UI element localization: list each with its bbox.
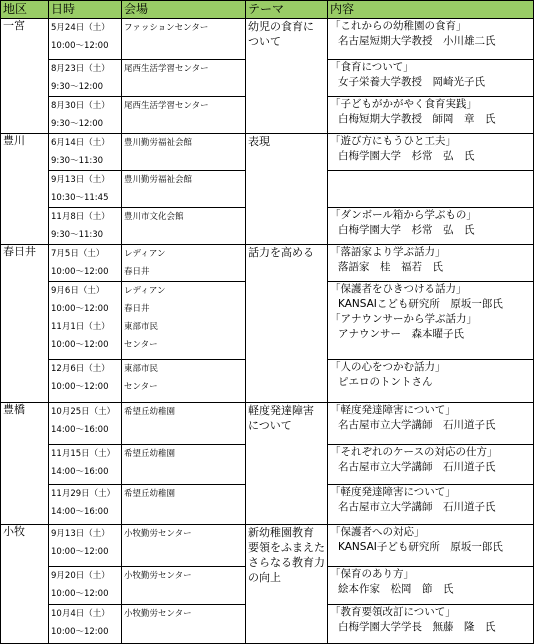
venue-line: 小牧勤労センター bbox=[124, 609, 192, 619]
datetime-line: 8月30日（土） bbox=[51, 101, 110, 111]
datetime-line: 5月24日（土） bbox=[51, 23, 110, 33]
venue-cell bbox=[122, 97, 246, 134]
datetime-line: 9月6日（土） bbox=[51, 286, 105, 296]
content-line: 「これからの幼稚園の食育」 bbox=[330, 20, 467, 32]
datetime-line: 10:00～12:00 bbox=[51, 589, 109, 599]
content-line: 「保育のあり方」 bbox=[330, 568, 414, 580]
table-row bbox=[1, 134, 534, 171]
datetime-line: 14:00～16:00 bbox=[51, 425, 109, 435]
venue-line: 豊川勤労福祉会館 bbox=[124, 138, 193, 148]
theme-line: 新幼稚園教育 bbox=[248, 526, 314, 539]
content-line: 「子どもがかがやく食育実践」 bbox=[330, 98, 477, 110]
content-cell bbox=[328, 97, 534, 134]
content-cell bbox=[328, 485, 534, 525]
venue-cell bbox=[122, 567, 246, 605]
datetime-line: 10:30～11:45 bbox=[51, 193, 109, 203]
content-line: 落語家 桂 福若 氏 bbox=[338, 261, 443, 273]
content-cell bbox=[328, 245, 534, 282]
datetime-line: 9月20日（土） bbox=[51, 571, 110, 581]
datetime-line: 11月15日（土） bbox=[51, 449, 116, 459]
content-line: 白梅学園大学 杉常 弘 氏 bbox=[338, 224, 475, 236]
area-label: 豊川 bbox=[3, 134, 25, 147]
venue-line: 希望丘幼稚園 bbox=[124, 449, 176, 459]
datetime-line: 10:00～12:00 bbox=[51, 627, 109, 637]
table-row bbox=[1, 19, 534, 60]
header-datetime: 日時 bbox=[49, 1, 122, 19]
venue-line: センター bbox=[124, 340, 158, 350]
venue-cell bbox=[122, 208, 246, 245]
datetime-cell bbox=[49, 525, 122, 567]
theme-line: ついて bbox=[248, 35, 281, 48]
venue-line: センター bbox=[124, 382, 158, 392]
content-line: アナウンサー 森本曜子氏 bbox=[338, 328, 464, 340]
datetime-line: 10:00～12:00 bbox=[51, 304, 109, 314]
datetime-line: 11月29日（土） bbox=[51, 489, 116, 499]
datetime-cell bbox=[49, 403, 122, 445]
datetime-cell bbox=[49, 605, 122, 644]
datetime-line: 10月25日（土） bbox=[51, 407, 116, 417]
venue-line: 小牧勤労センター bbox=[124, 529, 192, 539]
datetime-cell bbox=[49, 282, 122, 360]
area-cell bbox=[1, 245, 49, 403]
venue-line: 東部市民 bbox=[124, 322, 159, 332]
content-cell bbox=[328, 605, 534, 644]
datetime-cell bbox=[49, 245, 122, 282]
datetime-line: 9:30～12:00 bbox=[51, 82, 104, 92]
datetime-cell bbox=[49, 445, 122, 485]
datetime-line: 10:00～12:00 bbox=[51, 547, 109, 557]
theme-line: 軽度発達障害 bbox=[248, 404, 314, 417]
theme-cell bbox=[246, 403, 328, 525]
area-cell bbox=[1, 134, 49, 245]
datetime-line: 11月8日（土） bbox=[51, 212, 110, 222]
table-row bbox=[1, 245, 534, 282]
datetime-cell bbox=[49, 97, 122, 134]
content-cell bbox=[328, 171, 534, 208]
content-line: 「軽度発達障害について」 bbox=[330, 404, 456, 416]
header-content: 内容 bbox=[328, 1, 534, 19]
datetime-line: 9:30～11:30 bbox=[51, 230, 104, 240]
venue-cell bbox=[122, 60, 246, 97]
content-line: 白梅学園大学学長 無藤 隆 氏 bbox=[338, 621, 496, 633]
venue-cell bbox=[122, 19, 246, 60]
content-line: 絵本作家 松岡 節 氏 bbox=[338, 583, 454, 595]
venue-line: レディアン bbox=[124, 286, 166, 296]
theme-line: について bbox=[248, 419, 292, 432]
table-row bbox=[1, 525, 534, 567]
venue-line: 尾西生活学習センター bbox=[124, 64, 209, 74]
content-cell bbox=[328, 403, 534, 445]
content-cell bbox=[328, 208, 534, 245]
datetime-line: 14:00～16:00 bbox=[51, 507, 109, 517]
venue-cell bbox=[122, 245, 246, 282]
venue-line: 春日井 bbox=[124, 267, 150, 277]
venue-line: 尾西生活学習センター bbox=[124, 101, 209, 111]
datetime-cell bbox=[49, 360, 122, 403]
content-line: 白梅短期大学教授 師岡 章 氏 bbox=[338, 113, 496, 125]
area-label: 一宮 bbox=[3, 19, 25, 32]
venue-cell bbox=[122, 525, 246, 567]
venue-line: 小牧勤労センター bbox=[124, 571, 192, 581]
theme-cell bbox=[246, 19, 328, 134]
datetime-line: 10:00～12:00 bbox=[51, 382, 109, 392]
datetime-line: 9月13日（土） bbox=[51, 175, 110, 185]
venue-line: 豊川市文化会館 bbox=[124, 212, 184, 222]
content-cell bbox=[328, 360, 534, 403]
content-line: 白梅学園大学 杉常 弘 氏 bbox=[338, 150, 475, 162]
theme-line: さらなる教育力 bbox=[248, 556, 325, 569]
datetime-line: 10:00～12:00 bbox=[51, 340, 109, 350]
venue-cell bbox=[122, 360, 246, 403]
content-cell bbox=[328, 445, 534, 485]
area-label: 豊橋 bbox=[3, 403, 25, 416]
datetime-cell bbox=[49, 60, 122, 97]
header-venue: 会場 bbox=[122, 1, 246, 19]
venue-line: 希望丘幼稚園 bbox=[124, 407, 176, 417]
area-cell bbox=[1, 525, 49, 644]
content-line: 「ダンボール箱から学ぶもの」 bbox=[330, 209, 477, 221]
content-line: KANSAI子ども研究所 原坂一郎氏 bbox=[338, 541, 503, 553]
header-theme: テーマ bbox=[246, 1, 328, 19]
header-row bbox=[1, 1, 534, 19]
area-label: 春日井 bbox=[3, 245, 36, 258]
content-line: ピエロのトントさん bbox=[338, 376, 433, 388]
content-line: KANSAIこども研究所 原坂一郎氏 bbox=[338, 298, 503, 310]
datetime-line: 9:30～12:00 bbox=[51, 119, 104, 129]
content-cell bbox=[328, 60, 534, 97]
area-cell bbox=[1, 403, 49, 525]
content-line: 「食育について」 bbox=[330, 61, 414, 73]
datetime-cell bbox=[49, 485, 122, 525]
content-line: 名古屋市立大学講師 石川道子氏 bbox=[338, 461, 496, 473]
datetime-line: 10:00～12:00 bbox=[51, 267, 109, 277]
theme-line: 幼児の食育に bbox=[248, 20, 314, 33]
content-line: 「人の心をつかむ話力」 bbox=[330, 361, 446, 373]
theme-cell bbox=[246, 525, 328, 644]
venue-line: レディアン bbox=[124, 249, 166, 259]
venue-cell bbox=[122, 134, 246, 171]
datetime-line: 9:30～11:30 bbox=[51, 156, 104, 166]
area-label: 小牧 bbox=[3, 525, 25, 538]
venue-line: 豊川勤労福祉会館 bbox=[124, 175, 193, 185]
datetime-line: 14:00～16:00 bbox=[51, 467, 109, 477]
area-cell bbox=[1, 19, 49, 134]
datetime-cell bbox=[49, 134, 122, 171]
theme-line: 要領をふまえた bbox=[248, 541, 325, 554]
datetime-line: 7月5日（土） bbox=[51, 249, 105, 259]
content-line: 「教育要領改訂について」 bbox=[330, 606, 456, 618]
content-line: 女子栄養大学教授 岡崎光子氏 bbox=[338, 76, 485, 88]
theme-cell bbox=[246, 134, 328, 245]
content-line: 名古屋市立大学講師 石川道子氏 bbox=[338, 501, 496, 513]
content-cell bbox=[328, 19, 534, 60]
content-line: 「落語家より学ぶ話力」 bbox=[330, 246, 446, 258]
content-cell bbox=[328, 134, 534, 171]
theme-cell bbox=[246, 245, 328, 403]
datetime-line: 10月4日（土） bbox=[51, 609, 110, 619]
theme-line: 表現 bbox=[248, 135, 270, 148]
content-line: 「保護者をひきつける話力」 bbox=[330, 283, 467, 295]
table-row bbox=[1, 403, 534, 445]
venue-line: 希望丘幼稚園 bbox=[124, 489, 176, 499]
content-line: 「保護者への対応」 bbox=[330, 526, 425, 538]
datetime-line: 9月13日（土） bbox=[51, 529, 110, 539]
datetime-cell bbox=[49, 19, 122, 60]
venue-line: 春日井 bbox=[124, 304, 150, 314]
content-line: 「遊び方にもうひと工夫」 bbox=[330, 135, 456, 147]
venue-cell bbox=[122, 485, 246, 525]
datetime-line: 10:00～12:00 bbox=[51, 41, 109, 51]
content-line: 名古屋市立大学講師 石川道子氏 bbox=[338, 419, 496, 431]
content-line: 名古屋短期大学教授 小川雄二氏 bbox=[338, 35, 496, 47]
header-area: 地区 bbox=[1, 1, 49, 19]
datetime-line: 11月1日（土） bbox=[51, 322, 110, 332]
content-line: 「アナウンサーから学ぶ話力」 bbox=[330, 313, 477, 325]
schedule-body bbox=[1, 19, 534, 644]
venue-cell bbox=[122, 171, 246, 208]
venue-cell bbox=[122, 282, 246, 360]
datetime-cell bbox=[49, 208, 122, 245]
theme-line: 話力を高める bbox=[248, 246, 314, 259]
datetime-line: 8月23日（土） bbox=[51, 64, 110, 74]
venue-line: 東部市民 bbox=[124, 364, 159, 374]
datetime-line: 6月14日（土） bbox=[51, 138, 110, 148]
content-line: 「軽度発達障害について」 bbox=[330, 486, 456, 498]
datetime-line: 12月6日（土） bbox=[51, 364, 110, 374]
datetime-cell bbox=[49, 567, 122, 605]
venue-cell bbox=[122, 605, 246, 644]
datetime-cell bbox=[49, 171, 122, 208]
venue-cell bbox=[122, 403, 246, 445]
content-cell bbox=[328, 282, 534, 360]
content-line: 「それぞれのケースの対応の仕方」 bbox=[330, 446, 498, 458]
content-cell bbox=[328, 567, 534, 605]
theme-line: の向上 bbox=[248, 571, 281, 584]
venue-cell bbox=[122, 445, 246, 485]
content-cell bbox=[328, 525, 534, 567]
venue-line: ファッションセンター bbox=[124, 23, 209, 33]
